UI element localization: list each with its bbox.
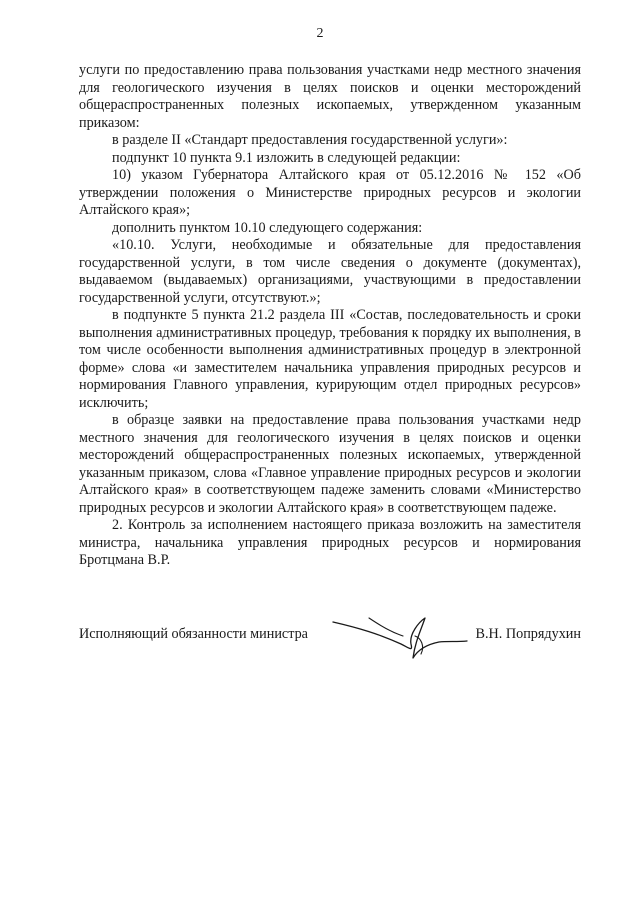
handwritten-signature	[329, 608, 469, 668]
paragraph-subpoint-10: подпункт 10 пункта 9.1 изложить в следующей редакции:	[112, 149, 461, 166]
paragraph-control: 2. Контроль за исполнением настоящего приказа возложить на заместителя министра, начальника управления природных ресурсов и нормирования Бротцмана В.Р.	[79, 517, 581, 568]
paragraph-add-10-10: дополнить пунктом 10.10 следующего содержания:	[112, 219, 423, 236]
paragraph-10-10-text: «10.10. Услуги, необходимые и обязательные для предоставления государственной услуги, в том числе сведения о документе (документах), выдаваемом (выдаваемых) организациями, участвующими в предоставлении государственной услуги, отсутствуют.»;	[79, 237, 581, 306]
signatory-title: Исполняющий обязанности министра	[79, 626, 308, 642]
paragraph-section-iii: в подпункте 5 пункта 21.2 раздела III «Состав, последовательность и сроки выполнения административных процедур, требования к порядку их выполнения, в том числе особенности выполнения административных процедур в электронной форме» слова «и заместителем начальника управления природных ресурсов и нормирования Главного управления, курирующим отдел природных ресурсов» исключить;	[79, 307, 581, 411]
paragraph-application-form: в образце заявки на предоставление права пользования участками недр местного значения для геологического изучения в целях поисков и оценки месторождений общераспространенных полезных ископаемых, утвержденной указанным приказом, слова «Главное управление природных ресурсов и экологии Алтайского края» в соответствующем падеже заменить словами «Министерство природных ресурсов и экологии Алтайского края» в соответствующем падеже.	[79, 412, 581, 516]
signature-block	[79, 620, 581, 670]
signatory-name: В.Н. Попрядухин	[475, 626, 581, 642]
paragraph-decree: 10) указом Губернатора Алтайского края от 05.12.2016 № 152 «Об утверждении положения о Министерстве природных ресурсов и экологии Алтайского края»;	[79, 167, 581, 218]
document-body	[79, 62, 581, 570]
paragraph-continuation: услуги по предоставлению права пользования участками недр местного значения для геологического изучения в целях поисков и оценки месторождений общераспространенных полезных ископаемых, утвержденном указанным приказом:	[79, 62, 581, 131]
paragraph-section-ii: в разделе II «Стандарт предоставления государственной услуги»:	[112, 132, 508, 148]
page-number: 2	[316, 26, 324, 41]
